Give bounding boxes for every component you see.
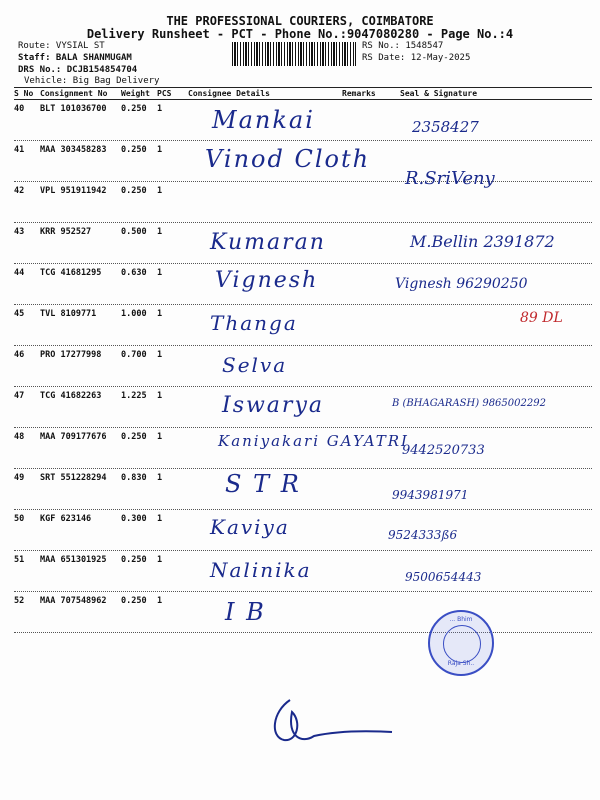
row-pcs: 1 [157, 514, 163, 524]
signature-43: M.Bellin 2391872 [410, 232, 555, 251]
row-sno: 51 [14, 555, 25, 565]
rs-no-label: RS No.: 1548547 [362, 41, 444, 51]
column-header-remarks: Remarks [342, 89, 376, 98]
row-pcs: 1 [157, 473, 163, 483]
row-weight: 0.250 [121, 432, 147, 442]
vehicle-label: Vehicle: Big Bag Delivery [24, 76, 160, 86]
row-consignment-no: SRT 551228294 [40, 473, 107, 483]
runsheet-subtitle: Delivery Runsheet - PCT - Phone No.:9047080280 - Page No.:4 [86, 27, 514, 41]
row-consignment-no: MAA 303458283 [40, 145, 107, 155]
row-consignment-no: TCG 41682263 [40, 391, 102, 401]
stamp-top-text: ... Bhim [449, 616, 473, 623]
handwritten-consignee-40: Mankai [212, 106, 315, 134]
row-weight: 0.250 [121, 555, 147, 565]
row-consignment-no: MAA 651301925 [40, 555, 107, 565]
handwritten-consignee-43: Kumaran [210, 230, 326, 255]
row-sno: 43 [14, 227, 25, 237]
column-header-consignment: Consignment No [40, 89, 108, 98]
row-weight: 0.250 [121, 104, 147, 114]
row-weight: 0.250 [121, 596, 147, 606]
row-divider [14, 304, 592, 305]
row-consignment-no: MAA 707548962 [40, 596, 107, 606]
row-weight: 0.830 [121, 473, 147, 483]
runsheet-signature-scribble [262, 692, 402, 752]
row-consignment-no: BLT 101036700 [40, 104, 107, 114]
row-weight: 0.250 [121, 186, 147, 196]
route-label: Route: VYSIAL ST [18, 41, 105, 51]
row-divider [14, 468, 592, 469]
row-pcs: 1 [157, 432, 163, 442]
row-pcs: 1 [157, 186, 163, 196]
row-sno: 42 [14, 186, 25, 196]
row-sno: 41 [14, 145, 25, 155]
row-consignment-no: KRR 952527 [40, 227, 92, 237]
barcode [232, 42, 356, 66]
row-sno: 49 [14, 473, 25, 483]
handwritten-consignee-44: Vignesh [215, 268, 319, 293]
signature-40: 2358427 [412, 118, 479, 136]
row-sno: 47 [14, 391, 25, 401]
signature-49: 9943981971 [392, 488, 469, 502]
handwritten-consignee-50: Kaviya [210, 515, 290, 539]
row-pcs: 1 [157, 309, 163, 319]
row-weight: 0.300 [121, 514, 147, 524]
row-sno: 44 [14, 268, 25, 278]
courier-seal-stamp [428, 610, 494, 676]
row-divider [14, 222, 592, 223]
handwritten-consignee-51: Nalinika [210, 558, 312, 582]
row-divider [14, 591, 592, 592]
row-weight: 0.630 [121, 268, 147, 278]
row-sno: 45 [14, 309, 25, 319]
row-consignment-no: TVL 8109771 [40, 309, 97, 319]
column-header-consignee: Consignee Details [188, 89, 270, 98]
row-sno: 48 [14, 432, 25, 442]
row-pcs: 1 [157, 555, 163, 565]
row-weight: 0.500 [121, 227, 147, 237]
signature-45: 89 DL [520, 310, 563, 326]
row-consignment-no: TCG 41681295 [40, 268, 102, 278]
signature-47: B (BHAGARASH) 9865002292 [392, 398, 546, 409]
column-header-weight: Weight [121, 89, 150, 98]
rs-date-label: RS Date: 12-May-2025 [362, 53, 471, 63]
row-divider [14, 263, 592, 264]
column-header-seal: Seal & Signature [400, 89, 478, 98]
row-sno: 40 [14, 104, 25, 114]
row-pcs: 1 [157, 391, 163, 401]
row-divider [14, 140, 592, 141]
row-divider [14, 632, 592, 633]
signature-41: R.SriVeny [405, 168, 495, 189]
table-top-rule [14, 87, 592, 88]
stamp-bottom-text: Raja Sh.. [447, 660, 475, 667]
handwritten-consignee-49: S T R [225, 470, 301, 498]
row-divider [14, 509, 592, 510]
row-consignment-no: PRO 17277998 [40, 350, 102, 360]
row-consignment-no: KGF 623146 [40, 514, 92, 524]
row-weight: 1.225 [121, 391, 147, 401]
row-weight: 1.000 [121, 309, 147, 319]
signature-48: 9442520733 [402, 443, 485, 458]
handwritten-consignee-47: Iswarya [222, 393, 324, 418]
column-header-sno: S No [14, 89, 34, 98]
handwritten-consignee-46: Selva [222, 353, 288, 377]
runsheet-title: THE PROFESSIONAL COURIERS, COIMBATORE [166, 14, 434, 28]
row-sno: 50 [14, 514, 25, 524]
row-pcs: 1 [157, 104, 163, 114]
table-header-rule [14, 99, 592, 100]
row-consignment-no: VPL 951911942 [40, 186, 107, 196]
handwritten-consignee-48: Kaniyakari GAYATRI [218, 432, 409, 450]
column-header-pcs: PCS [157, 89, 172, 98]
row-pcs: 1 [157, 268, 163, 278]
drs-label: DRS No.: DCJB154854704 [18, 65, 138, 75]
row-weight: 0.250 [121, 145, 147, 155]
row-pcs: 1 [157, 145, 163, 155]
row-divider [14, 345, 592, 346]
handwritten-consignee-45: Thanga [210, 311, 298, 335]
row-consignment-no: MAA 709177676 [40, 432, 107, 442]
handwritten-consignee-41: Vinod Cloth [205, 145, 371, 173]
row-divider [14, 386, 592, 387]
row-divider [14, 181, 592, 182]
row-pcs: 1 [157, 350, 163, 360]
signature-44: Vignesh 96290250 [395, 276, 528, 292]
row-pcs: 1 [157, 227, 163, 237]
row-divider [14, 427, 592, 428]
row-sno: 52 [14, 596, 25, 606]
row-divider [14, 550, 592, 551]
staff-label: Staff: BALA SHANMUGAM [18, 53, 132, 63]
handwritten-consignee-52: I B [225, 598, 266, 626]
signature-50: 9524333ß6 [388, 528, 458, 542]
signature-51: 9500654443 [405, 570, 482, 584]
row-weight: 0.700 [121, 350, 147, 360]
row-sno: 46 [14, 350, 25, 360]
row-pcs: 1 [157, 596, 163, 606]
